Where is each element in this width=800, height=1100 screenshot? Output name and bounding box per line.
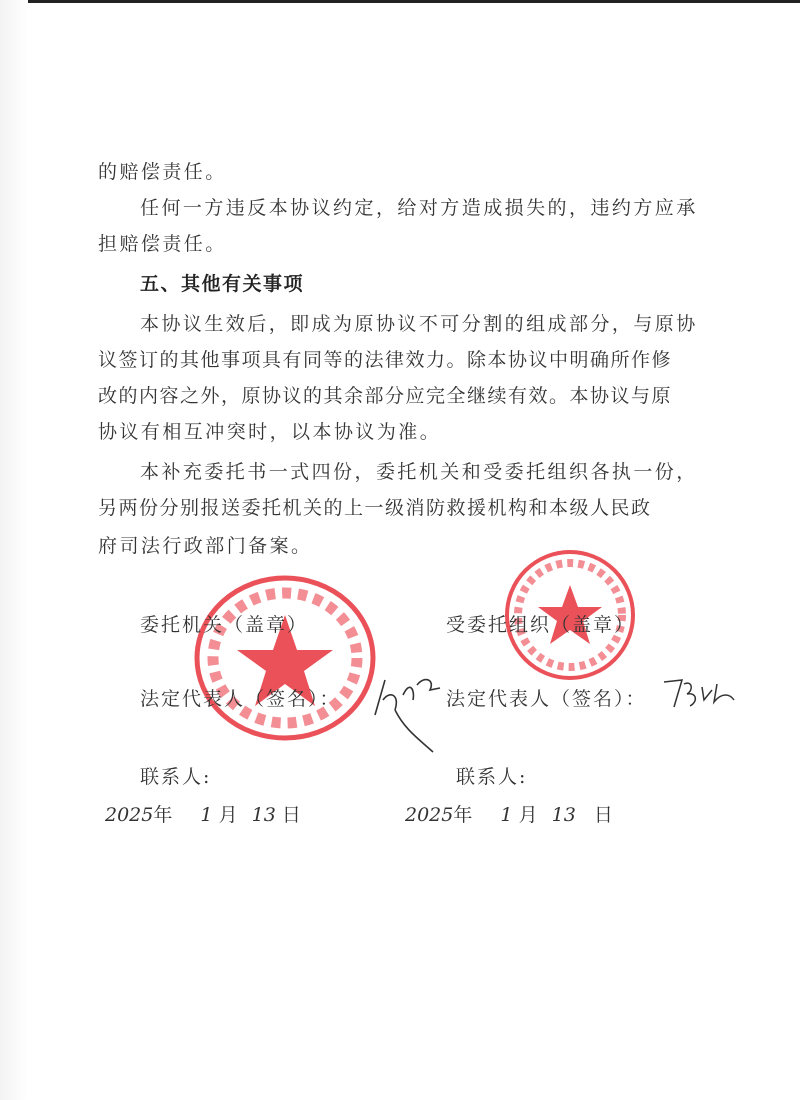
paragraph-line: 府司法行政部门备案。: [98, 535, 313, 557]
date-year-unit: 年: [153, 804, 173, 826]
right-date: [405, 800, 613, 827]
paragraph-line: 另两份分别报送委托机关的上一级消防救援机构和本级人民政: [98, 497, 652, 519]
date-year-unit: 年: [453, 804, 473, 826]
date-day: 13: [551, 804, 576, 826]
paragraph-line: 的赔偿责任。: [98, 161, 227, 183]
right-legal-rep-label: 法定代表人（签名）：: [446, 688, 647, 710]
date-month: 1: [200, 804, 213, 826]
left-official-stamp: [190, 570, 380, 745]
paragraph-line: 本协议生效后，即成为原协议不可分割的组成部分，与原协: [140, 313, 698, 335]
right-contact-label: 联系人:: [456, 766, 528, 788]
date-month-unit: 月: [218, 804, 238, 826]
scan-left-shadow: [0, 0, 28, 1100]
paragraph-line: 改的内容之外，原协议的其余部分应完全继续有效。本协议与原: [98, 385, 673, 407]
date-day: 13: [251, 804, 276, 826]
paragraph-line: 协议有相互冲突时，以本协议为准。: [98, 421, 442, 443]
entrusted-organization-seal-label: 受委托组织（盖章）: [446, 614, 636, 636]
left-date: [105, 800, 301, 827]
right-handwritten-signature: [662, 672, 742, 712]
scan-top-edge: [0, 0, 800, 3]
date-month-unit: 月: [518, 804, 538, 826]
date-day-unit: 日: [593, 804, 613, 826]
left-legal-rep-label: 法定代表人（签名）：: [140, 688, 341, 710]
left-contact-label: 联系人:: [140, 766, 212, 788]
paragraph-line: 议签订的其他事项具有同等的法律效力。除本协议中明确所作修: [98, 349, 673, 371]
date-day-unit: 日: [281, 804, 301, 826]
paragraph-line: 担赔偿责任。: [98, 233, 227, 255]
date-year: 2025: [405, 804, 454, 826]
entrusting-authority-seal-label: 委托机关（盖章）: [140, 614, 309, 636]
date-month: 1: [500, 804, 513, 826]
date-year: 2025: [105, 804, 154, 826]
paragraph-line: 任何一方违反本协议约定，给对方造成损失的，违约方应承: [140, 197, 698, 219]
paragraph-line: 本补充委托书一式四份，委托机关和受委托组织各执一份，: [140, 461, 698, 483]
section-heading: 五、其他有关事项: [140, 273, 305, 295]
